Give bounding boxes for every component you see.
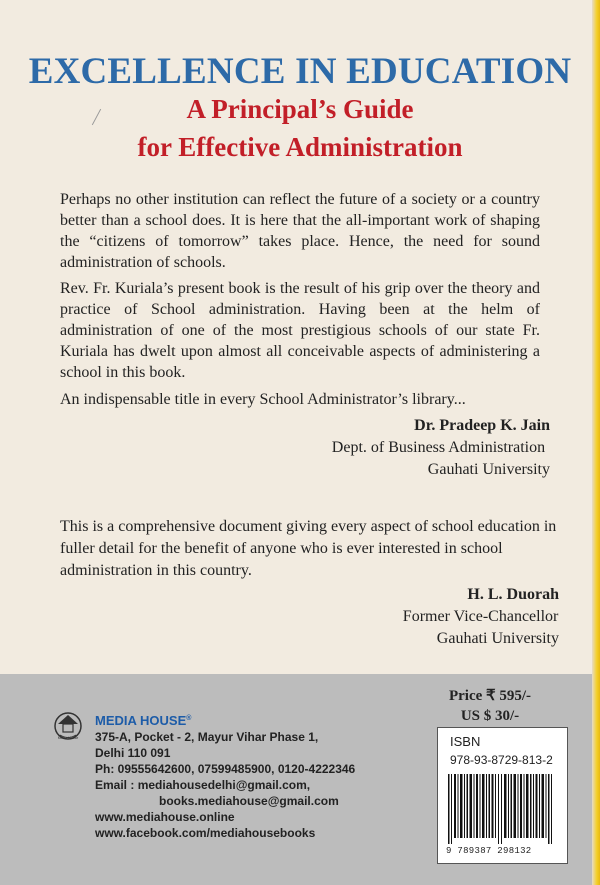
publisher-info xyxy=(95,711,355,841)
barcode-icon xyxy=(448,774,558,844)
endorsement-2 xyxy=(403,584,559,650)
price-usd: US $ 30/- xyxy=(460,708,520,724)
endorser-department: Dept. of Business Administration xyxy=(331,439,546,456)
blurb-paragraph-2: Rev. Fr. Kuriala’s present book is the result of his grip over the theory and practice of School administration. Having been at the helm of administration of one of the most prestigious schools of our state Fr. Kuriala has dwelt upon almost all conceivable aspects of administering a school in this book. xyxy=(60,280,540,381)
publisher-logo-icon xyxy=(52,709,84,741)
endorsement-1 xyxy=(332,415,550,481)
isbn-label: ISBN xyxy=(450,734,481,749)
publisher-facebook[interactable]: www.facebook.com/mediahousebooks xyxy=(95,826,316,840)
endorser-organization: Gauhati University xyxy=(427,461,550,478)
book-subtitle-line2: for Effective Administration xyxy=(137,132,463,162)
publisher-address-line2: Delhi 110 091 xyxy=(95,746,171,760)
publisher-email-label: Email : xyxy=(95,778,135,792)
blurb-paragraph-3: An indispensable title in every School Administrator’s library... xyxy=(60,391,466,408)
endorser-organization: Gauhati University xyxy=(436,630,559,647)
price-inr: Price ₹ 595/- xyxy=(448,688,531,704)
isbn-number: 978-93-8729-813-2 xyxy=(450,753,553,767)
publisher-phone: Ph: 09555642600, 07599485900, 0120-4222346 xyxy=(95,762,356,776)
isbn-box xyxy=(437,727,568,864)
publisher-name: MEDIA HOUSE xyxy=(95,713,187,728)
publisher-email-2[interactable]: books.mediahouse@gmail.com xyxy=(159,794,339,808)
publisher-website[interactable]: www.mediahouse.online xyxy=(95,810,235,824)
book-subtitle-line1: A Principal’s Guide xyxy=(186,94,414,124)
endorser-name: Dr. Pradeep K. Jain xyxy=(414,417,550,434)
price-block xyxy=(430,686,550,726)
book-title: EXCELLENCE IN EDUCATION xyxy=(28,51,572,92)
publisher-address-line1: 375-A, Pocket - 2, Mayur Vihar Phase 1, xyxy=(95,730,319,744)
blurb-paragraph-1: Perhaps no other institution can reflect the future of a society or a country better than a school does. It is here that the all-important work of shaping the “citizens of tomorrow” takes place. Hence, the need for sound administration of schools. xyxy=(60,191,540,271)
endorser-name: H. L. Duorah xyxy=(467,586,559,603)
barcode-digits: 9 789387 298132 xyxy=(446,846,532,856)
publisher-logo-text: Media House xyxy=(57,736,79,740)
registered-mark: ® xyxy=(186,715,192,722)
endorser-role: Former Vice-Chancellor xyxy=(402,608,559,625)
publisher-email-1[interactable]: mediahousedelhi@gmail.com, xyxy=(137,778,311,792)
review-paragraph: This is a comprehensive document giving every aspect of school education in fuller detail for the benefit of anyone who is ever interested in school administration in this country. xyxy=(60,518,557,579)
